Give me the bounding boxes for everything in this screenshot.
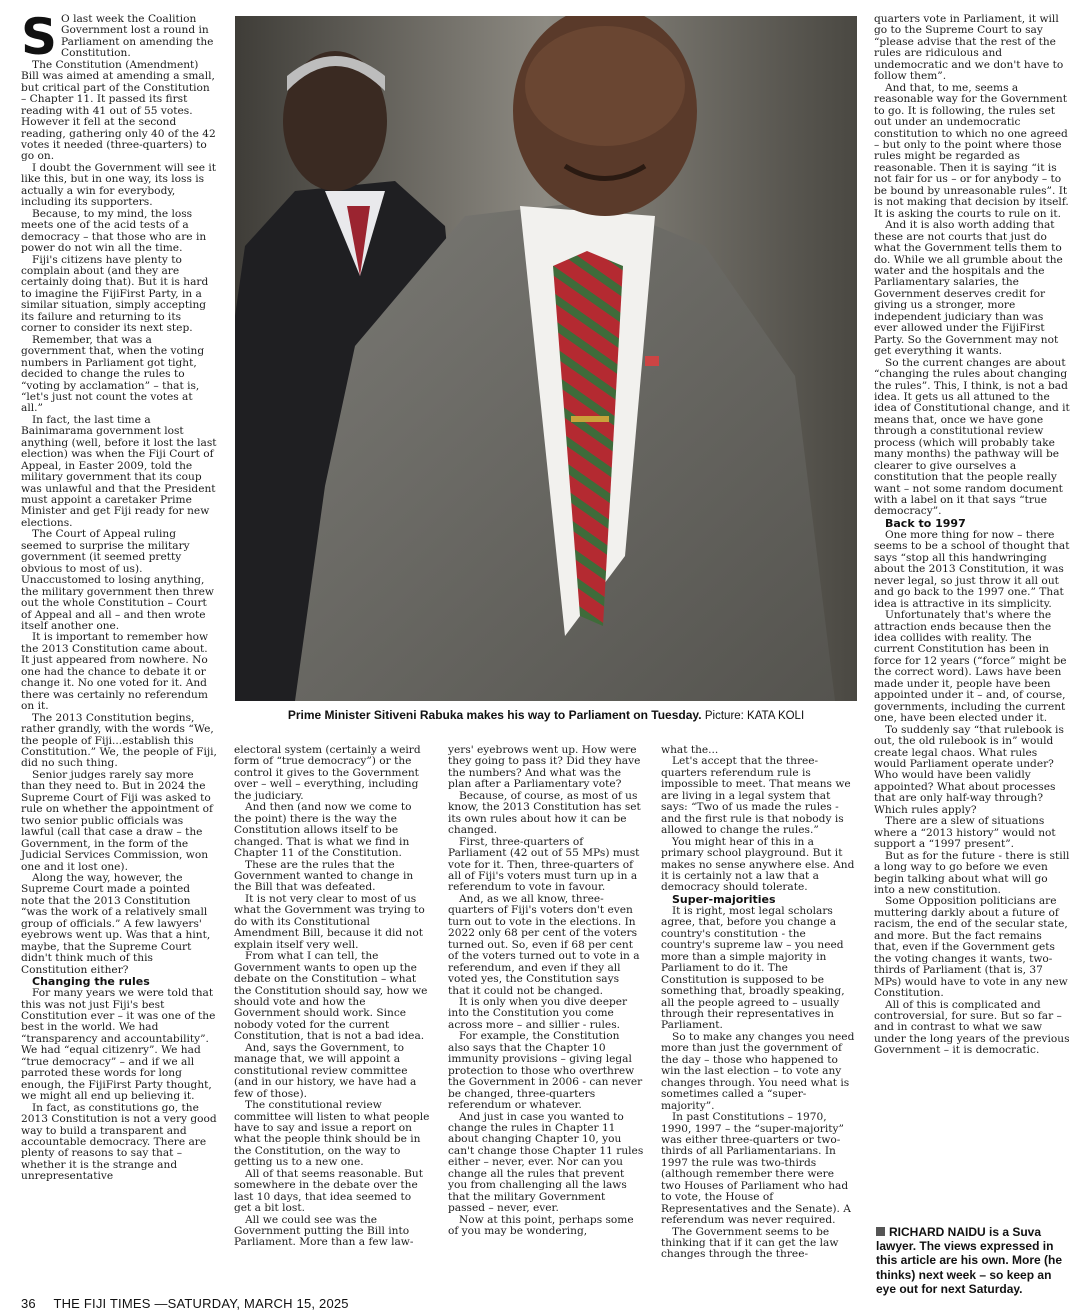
paragraph: yers' eyebrows went up. How were they going to pass it? Did they have the numbers? And what was the plan after a Parliamentary vote?	[448, 744, 641, 791]
page-number: 36	[21, 1296, 36, 1311]
paragraph: It is right, most legal scholars agree, that, before you change a country's constitution - the country's supreme law – you need more than a simple majority in Parliament to do it. The Constitution is supposed to be something that, broadly speaking, all the people agreed to – usually through their representatives in Parliament.	[661, 904, 845, 1032]
article-column-3	[448, 745, 644, 1237]
paragraph: The 2013 Constitution begins, rather grandly, with the words “We, the people of Fiji...establish this Constitution.” We, the people of Fiji, did no such thing.	[21, 711, 217, 770]
paragraph: So to make any changes you need more than just the government of the day – those who happened to win the last election – to vote any changes through. You need what is sometimes called a “super-majority”.	[661, 1030, 855, 1112]
square-bullet-icon	[876, 1227, 885, 1236]
paragraph: It is important to remember how the 2013 Constitution came about. It just appeared from nowhere. No one had the chance to debate it or change it. No one voted for it. And there was certainly no referendum on it.	[21, 631, 209, 713]
paragraph: There are a slew of situations where a “2013 history” would not support a “1997 present”.	[874, 815, 1056, 851]
paragraph: Unfortunately that's where the attraction ends because then the idea collides with reality. The current Constitution has been in force for 12 years (“force” might be the correct word). Laws have been made under it, people have been appointed under it – and, of course, governments, including the current one, have been elected under it.	[874, 609, 1067, 725]
photo-caption	[235, 708, 857, 722]
paragraph: O last week the Coalition Government lost a round in Parliament on amending the Constitution.	[61, 13, 214, 60]
paragraph: It is only when you dive deeper into the Constitution you come across more – and sillier - rules.	[448, 995, 628, 1031]
paragraph: And it is also worth adding that these are not courts that just do what the Government tells them to do. While we all grumble about the water and the hospitals and the Parliamentary salaries, the Government deserves credit for giving us a stronger, more independent judiciary than was ever allowed under the FijiFirst Party. So the Government may not get everything it wants.	[874, 219, 1063, 358]
paragraph: All of that seems reasonable. But somewhere in the debate over the last 10 days, that idea seemed to get a bit lost.	[234, 1167, 423, 1215]
photo-prime-minister	[235, 16, 857, 701]
paragraph: One more thing for now – there seems to be a school of thought that says “stop all this handwringing about the 2013 Constitution, it was never legal, so just throw it all out and go back to the 1997 one.” That idea is attractive in its simplicity.	[874, 528, 1070, 610]
paragraph: It is not very clear to most of us what the Government was trying to do with its Constitutional Amendment Bill, because it did not explain itself very well.	[234, 892, 425, 951]
paragraph: Some Opposition politicians are muttering darkly about a future of racism, the end of the secular state, and more. But the fact remains that, even if the Government gets the voting changes it wants, two-thirds of Parliament (that is, 37 MPs) would have to vote in any new Constitution.	[874, 895, 1068, 1000]
paragraph: Fiji's citizens have plenty to complain about (and they are certainly doing that). But it is hard to imagine the FijiFirst Party, in a similar situation, simply accepting its failure and returning to its corner to consider its next step.	[21, 253, 209, 335]
paragraph: First, three-quarters of Parliament (42 out of 55 MPs) must vote for it. Then, three-quarters of all of Fiji's voters must turn up in a referendum to vote in favour.	[448, 835, 640, 894]
paragraph: And then (and now we come to the point) there is the way the Constitution allows itself to be changed. That is what we find in Chapter 11 of the Constitution.	[234, 801, 412, 860]
subheading-changing-the-rules: Changing the rules	[32, 975, 150, 989]
paragraph: For many years we were told that this was not just Fiji's best Constitution ever – it was one of the best in the world. We had “transparency and accountability”. We had “equal citizenry”. We had “true democracy” – and if we all parroted these words for long enough, the FijiFirst Party thought, we might all end up believing it.	[21, 987, 216, 1103]
paragraph: Senior judges rarely say more than they need to. But in 2024 the Supreme Court of Fiji was asked to rule on whether the appointment of two senior public officials was lawful (call that case a draw – the Government, in the form of the Judicial Services Commission, won one and it lost one).	[21, 768, 213, 873]
paragraph: And, says the Government, to manage that, we will appoint a constitutional review committee (and in our history, we have had a few of those).	[234, 1041, 417, 1100]
publication-dateline: THE FIJI TIMES —SATURDAY, MARCH 15, 2025	[53, 1296, 349, 1311]
subheading-back-to-1997: Back to 1997	[885, 516, 966, 530]
paragraph: Because, of course, as most of us know, the 2013 Constitution has set its own rules about how it can be changed.	[448, 789, 641, 837]
article-column-2	[234, 745, 431, 1249]
page-footer	[21, 1296, 363, 1311]
paragraph: The constitutional review committee will listen to what people have to say and issue a report on what the people think should be in the Constitution, on the way to getting us to a new one.	[234, 1099, 430, 1169]
paragraph: All of this is complicated and controversial, for sure. But so far – and in contrast to what we saw under the long years of the previous Government – it is democratic.	[874, 998, 1070, 1057]
article-column-5	[874, 14, 1070, 1057]
paragraph: Remember, that was a government that, when the voting numbers in Parliament got tight, decided to change the rules to “voting by acclamation” – that is, “let's just not count the votes at all.”	[21, 333, 205, 415]
paragraph: From what I can tell, the Government wants to open up the debate on the Constitution – what the Constitution should say, how we should vote and how the Government should work. Since nobody voted for the current Constitution, that is not a bad idea.	[234, 950, 428, 1043]
paragraph: These are the rules that the Government wanted to change in the Bill that was defeated.	[234, 858, 414, 894]
drop-cap: S	[21, 8, 58, 66]
paragraph: The Constitution (Amendment) Bill was aimed at amending a small, but critical part of the Constitution – Chapter 11. It passed its first reading with 41 out of 55 votes. However it fell at the second reading, gathering only 40 of the 42 votes it needed (three-quarters) to go on.	[21, 58, 216, 163]
paragraph: quarters vote in Parliament, it will go to the Supreme Court to say “please advise that the rest of the rules are ridiculous and undemocratic and we don't have to follow them”.	[874, 13, 1064, 83]
paragraph: electoral system (certainly a weird form of “true democracy”) or the control it gives to the Government over – well – everything, including the judiciary.	[234, 744, 421, 802]
paragraph: For example, the Constitution also says that the Chapter 10 immunity provisions – giving legal protection to those who overthrew the Government in 2006 - can never be changed, three-quarters referendum or whatever.	[448, 1030, 643, 1112]
paragraph: Because, to my mind, the loss meets one of the acid tests of a democracy – that those who are in power do not win all the time.	[21, 207, 207, 255]
paragraph: But as for the future - there is still a long way to go before we even begin talking about what will go into a new constitution.	[874, 849, 1070, 896]
paragraph: Now at this point, perhaps some of you may be wondering,	[448, 1213, 634, 1238]
subheading-super-majorities: Super-majorities	[672, 892, 776, 906]
paragraph: what the...	[661, 744, 719, 756]
paragraph: In past Constitutions – 1970, 1990, 1997 – the “super-majority” was either three-quarters or two-thirds of all Parliamentarians. In 1997 the rule was two-thirds (although remember there were two Houses of Parliament who had to vote, the House of Representatives and the Senate). A referendum was never required.	[661, 1111, 851, 1227]
paragraph: Along the way, however, the Supreme Court made a pointed note that the 2013 Constitution “was the work of a relatively small group of officials.” A few lawyers' eyebrows went up. Was that a hint, maybe, that the Supreme Court didn't think much of this Constitution either?	[21, 871, 211, 976]
paragraph: In fact, as constitutions go, the 2013 Constitution is not a very good way to build a transparent and accountable democracy. There are plenty of reasons to say that – whether it is the strange and unrepresentative	[21, 1101, 217, 1183]
paragraph: To suddenly say “that rulebook is out, the old rulebook is in” would create legal chaos. What rules would Parliament operate under? Who would have been validly appointed? What about processes that are only half-way through? Which rules apply?	[874, 723, 1064, 816]
paragraph: And, as we all know, three-quarters of Fiji's voters don't even turn out to vote in the elections. In 2022 only 68 per cent of the voters turned out. So, even if 68 per cent of the voters turned out to vote in a referendum, and even if they all voted yes, the Constitution says that it could not be changed.	[448, 892, 640, 997]
paragraph: So the current changes are about “changing the rules about changing the rules”. This, I think, is not a bad idea. It gets us all attuned to the idea of Constitutional change, and it means that, once we have gone through a constitutional review process (which will probably take many months) the pathway will be clearer to give ourselves a constitution that the people really want – not some random document with a label on it that says “true democracy”.	[874, 356, 1070, 518]
article-column-1	[21, 8, 217, 1183]
paragraph: And that, to me, seems a reasonable way for the Government to go. It is following, the rules set out under an undemocratic constitution to which no one agreed – but only to the point where those rules might be regarded as reasonable. Then it is saying “it is not fair for us – or for anybody – to be bound by unreasonable rules”. It is not making that decision by itself. It is asking the courts to rule on it.	[874, 81, 1069, 220]
paragraph: In fact, the last time a Bainimarama government lost anything (well, before it lost the last election) was when the Fiji Court of Appeal, in Easter 2009, told the military government that its coup was unlawful and that the President must appoint a caretaker Prime Minister and get Fiji ready for new elections.	[21, 413, 217, 529]
paragraph: And just in case you wanted to change the rules in Chapter 11 about changing Chapter 10, you can't change those Chapter 11 rules either – never, ever. Nor can you change all the rules that prevent you from challenging all the laws that the military Government passed – never, ever.	[448, 1110, 644, 1215]
paragraph: All we could see was the Government putting the Bill into Parliament. More than a few law-	[234, 1213, 414, 1249]
paragraph: I doubt the Government will see it like this, but in one way, its loss is actually a win for everybody, including its supporters.	[21, 161, 216, 209]
paragraph: You might hear of this in a primary school playground. But it makes no sense anywhere else. And it is certainly not a law that a democracy should tolerate.	[661, 835, 855, 894]
author-bio-text: RICHARD NAIDU is a Suva lawyer. The views expressed in this article are his own. More (he thinks) next week – so keep an eye out for next Saturday.	[876, 1225, 1063, 1296]
paragraph: The Court of Appeal ruling seemed to surprise the military government (it seemed pretty obvious to most of us). Unaccustomed to losing anything, the military government then threw out the whole Constitution – Court of Appeal and all – and then wrote itself another one.	[21, 528, 214, 633]
author-bio	[876, 1225, 1070, 1296]
article-column-4	[661, 745, 857, 1261]
paragraph: Let's accept that the three-quarters referendum rule is impossible to meet. That means we are living in a legal system that says: “Two of us made the rules - and the first rule is that nobody is allowed to change the rules.”	[661, 755, 851, 837]
caption-text: Prime Minister Sitiveni Rabuka makes his way to Parliament on Tuesday.	[287, 708, 702, 722]
paragraph: The Government seems to be thinking that if it can get the law changes through the three-	[661, 1225, 839, 1261]
photo-illustration	[235, 16, 857, 701]
photo-credit: Picture: KATA KOLI	[704, 710, 805, 722]
